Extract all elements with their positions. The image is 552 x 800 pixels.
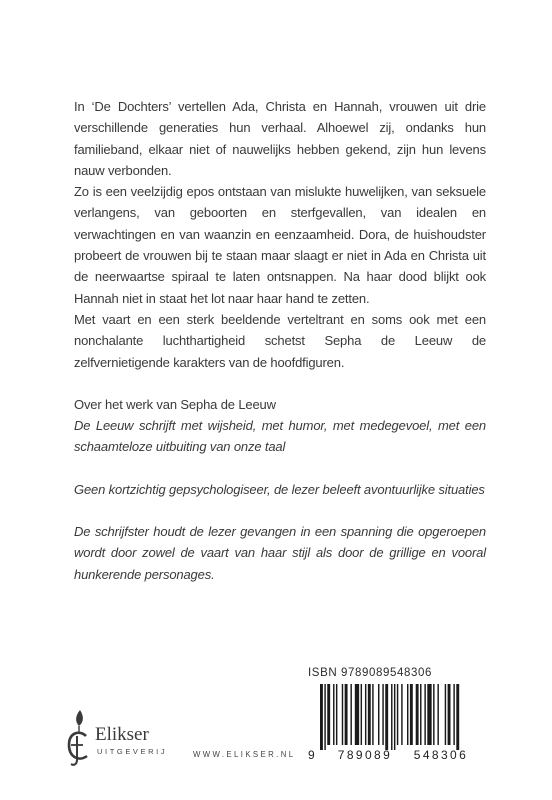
- barcode-bar: [345, 684, 348, 745]
- isbn-barcode: [302, 684, 492, 764]
- barcode-bar: [327, 684, 330, 745]
- barcode-bar: [372, 684, 373, 745]
- barcode-bar: [382, 684, 383, 745]
- publisher-website: WWW.ELIKSER.NL: [193, 750, 296, 759]
- isbn-label: ISBN 9789089548306: [308, 667, 432, 679]
- blurb-paragraph-1: In ‘De Dochters’ vertellen Ada, Christa en Hannah, vrouwen uit drie verschillende generaties hun verhaal. Alhoewel zij, ondanks hun familieband, elkaar niet of nauwelijks hebben gekend, zijn hun levens nauw verbonden.: [74, 99, 486, 178]
- blurb-text: [74, 96, 486, 585]
- reviews-heading: Over het werk van Sepha de Leeuw: [74, 396, 276, 412]
- barcode-bar: [350, 684, 351, 745]
- leaf-e-monogram-icon: [64, 708, 96, 768]
- blurb-paragraph-2: Zo is een veelzijdig epos ontstaan van mislukte huwelijken, van seksuele verlangens, van geboorten en sterfgevallen, van idealen en verwachtingen en van waanzin en eenzaamheid. Dora, de huishoudster probeert de vrouwen bij te staan maar slaagt er niet in Ada en Christa uit de neerwaartse spiraal te laten ontsnappen. Na haar dood blijkt ook Hannah niet in staat het lot naar haar hand te zetten.: [74, 184, 486, 306]
- barcode-bar: [385, 684, 388, 750]
- barcode-bar: [365, 684, 366, 745]
- barcode-bar: [336, 684, 337, 745]
- barcode-bar: [433, 684, 434, 745]
- publisher-tagline: UITGEVERIJ: [97, 747, 168, 756]
- barcode-left-digits: 789089: [337, 748, 393, 762]
- barcode-bar: [448, 684, 451, 745]
- barcode-bar: [355, 684, 359, 745]
- barcode-bar: [378, 684, 379, 745]
- review-quote-1: De Leeuw schrijft met wijsheid, met humor, met medegevoel, met een schaamteloze uitbuiting van onze taal: [74, 418, 486, 455]
- barcode-bar: [368, 684, 371, 745]
- barcode-bar: [342, 684, 343, 745]
- barcode-bar: [407, 684, 408, 745]
- barcode-bar: [456, 684, 459, 750]
- barcode-bars: [320, 684, 459, 750]
- barcode-first-digit: 9: [308, 748, 315, 762]
- barcode-bar: [324, 684, 325, 750]
- review-quote-2: Geen kortzichtig gepsychologiseer, de lezer beleeft avontuurlijke situaties: [74, 481, 485, 497]
- barcode-bar: [427, 684, 431, 745]
- barcode-bar: [416, 684, 419, 745]
- barcode-bar: [397, 684, 398, 745]
- barcode-bar: [394, 684, 395, 750]
- barcode-bar: [333, 684, 334, 745]
- barcode-bar: [401, 684, 402, 745]
- barcode-bar: [410, 684, 413, 745]
- barcode-bar: [437, 684, 438, 745]
- blurb-paragraph-3: Met vaart en een sterk beeldende verteltrant en soms ook met een nonchalante luchthartigheid schetst Sepha de Leeuw de zelfvernietigende karakters van de hoofdfiguren.: [74, 311, 486, 370]
- review-quote-3: De schrijfster houdt de lezer gevangen in een spanning die opgeroepen wordt door zowel de vaart van haar stijl als door de grillige en vooral hunkerende personages.: [74, 524, 486, 582]
- barcode-bar: [453, 684, 454, 745]
- barcode-bar: [424, 684, 425, 745]
- publisher-name: Elikser: [95, 724, 149, 745]
- barcode-right-digits: 548306: [413, 748, 469, 762]
- barcode-bar: [391, 684, 392, 750]
- barcode-bar: [445, 684, 446, 745]
- barcode-bar: [420, 684, 421, 745]
- barcode-bar: [361, 684, 362, 745]
- barcode-bar: [320, 684, 323, 750]
